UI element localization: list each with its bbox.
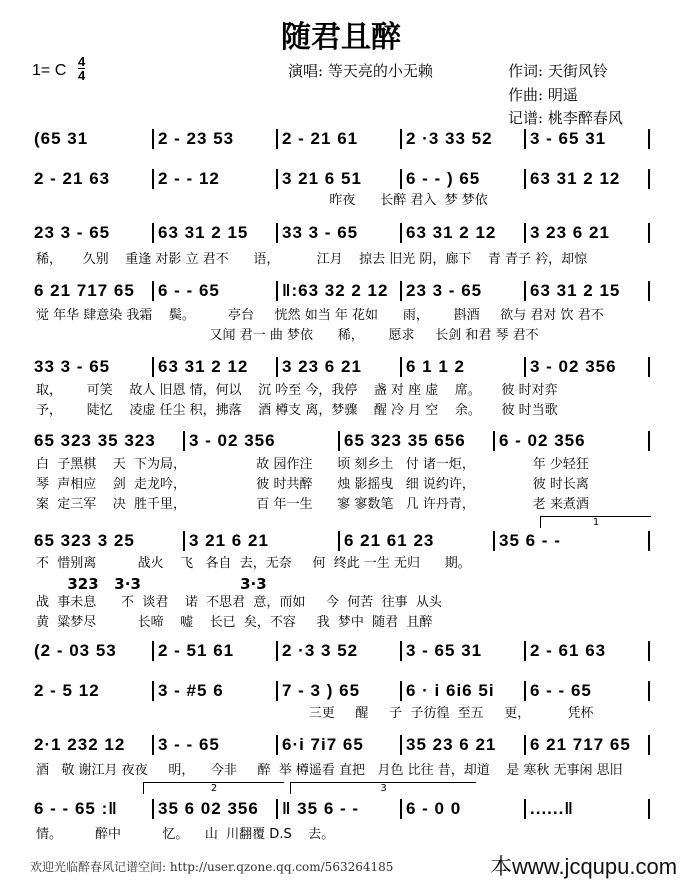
measure: 63 31 2 12 — [158, 357, 249, 376]
lyric-line: 白 子黑棋 天 下为局， 故 园作注 顷 刻乡土 付 诸一炬， 年 少轻狂 — [36, 457, 589, 472]
measure: 3 21 6 21 — [189, 531, 269, 550]
lyric-line: 案 定三军 决 胜千里， 百 年一生 寥 寥数笔 几 许丹青， 老 来煮酒 — [36, 497, 589, 512]
time-top: 4 — [78, 54, 86, 69]
measure: (2 - 03 53 — [34, 641, 117, 660]
notation-system — [30, 280, 650, 302]
measure: 2 - 5 12 — [34, 681, 100, 700]
measure: 2 - 51 61 — [158, 641, 235, 660]
barline — [648, 169, 650, 189]
measure: 33 3 - 65 — [34, 357, 111, 376]
measure: 6 · i 6i6 5i — [406, 681, 495, 700]
measure: 35 6 - - — [499, 531, 561, 550]
volta-bracket-3: 3 — [290, 782, 476, 794]
measure: ‖:63 32 2 12 — [282, 281, 389, 300]
barline — [648, 431, 650, 451]
lyric-line: 不 惜别离 战火 飞 各自 去，无奈 何 终此 一生 无归 期。 — [36, 556, 471, 571]
measure: 6 - 02 356 — [499, 431, 586, 450]
measure: 3 - - 65 — [158, 735, 220, 754]
notation-system — [30, 168, 650, 190]
site-watermark: 本www.jcqupu.com — [490, 854, 678, 879]
notation-system — [30, 640, 650, 662]
measure: 63 31 2 12 — [406, 223, 497, 242]
measure: 6 - - 65 :‖ — [34, 799, 118, 818]
measure: 6 - 0 0 — [406, 799, 462, 818]
measure: 3 - 02 356 — [189, 431, 276, 450]
measure: 2 ·3 3 52 — [282, 641, 359, 660]
time-signature — [78, 55, 85, 82]
measure: 6 21 61 23 — [344, 531, 435, 550]
barline — [648, 799, 650, 819]
measure: 3 23 6 21 — [530, 223, 610, 242]
time-bottom: 4 — [78, 68, 86, 83]
measure: 3 - #5 6 — [158, 681, 224, 700]
measure: 2·1 232 12 — [34, 735, 126, 754]
measure: 2 - 21 61 — [282, 129, 359, 148]
barline — [648, 641, 650, 661]
barline — [648, 531, 650, 551]
barline — [648, 281, 650, 301]
composer: 作曲: 明遥 — [508, 86, 578, 104]
lyric-line: 觉 年华 肆意染 我霜 鬓。 亭台 恍然 如当 年 花如 雨， 斟酒 欲与 君对 饮 君不 — [36, 308, 604, 323]
measure: 6 1 1 2 — [406, 357, 465, 376]
measure: 2 - 21 63 — [34, 169, 111, 188]
measure: 23 3 - 65 — [406, 281, 483, 300]
measure: 65 323 3 25 — [34, 531, 135, 550]
volta-bracket-2: 2 — [143, 782, 284, 794]
alternate-notes: 323 3·3 3·3 — [36, 575, 267, 593]
barline — [648, 223, 650, 243]
measure: 6 21 717 65 — [34, 281, 135, 300]
measure: 63 31 2 15 — [158, 223, 249, 242]
song-title: 随君且醉 — [281, 20, 401, 55]
measure: 65 323 35 323 — [34, 431, 156, 450]
measure: 6 - - 65 — [158, 281, 220, 300]
notation-system — [30, 680, 650, 702]
measure: 6 - - 65 — [530, 681, 592, 700]
key-signature: 1= C — [32, 62, 67, 79]
measure: 2 - 23 53 — [158, 129, 235, 148]
measure: 2 ·3 33 52 — [406, 129, 493, 148]
measure: 2 - 61 63 — [530, 641, 607, 660]
lyric-line: 予， 陡忆 凌虚 任尘 积，拂落 酒 樽支 离，梦骤 醒 冷 月 空 余。 彼 时当歌 — [36, 403, 558, 418]
measure: 6 - - ) 65 — [406, 169, 481, 188]
notation-system — [30, 356, 650, 378]
measure: ......‖ — [530, 799, 574, 818]
notation-system — [30, 798, 650, 820]
lyricist: 作词: 天街风铃 — [508, 62, 608, 80]
singer: 演唱: 等天亮的小无赖 — [288, 62, 433, 80]
measure: 23 3 - 65 — [34, 223, 111, 242]
notation-system — [30, 734, 650, 756]
notation-system — [30, 128, 650, 150]
barline — [648, 681, 650, 701]
footer-text: 欢迎光临醉春风记谱空间: http://user.qzone.qq.com/563264185 — [30, 860, 394, 874]
measure: 35 6 02 356 — [158, 799, 259, 818]
lyric-line: 黄 粱梦尽 长啼 嘘 长已 矣，不容 我 梦中 随君 且醉 — [36, 615, 433, 630]
barline — [648, 357, 650, 377]
notation-system — [30, 222, 650, 244]
volta-bracket-1: 1 — [540, 516, 651, 528]
barline — [648, 735, 650, 755]
measure: 65 323 35 656 — [344, 431, 466, 450]
lyric-line: 战 事未息 不 谈君 诺 不思君 意，而如 今 何苦 往事 从头 — [36, 595, 442, 610]
measure: 6 21 717 65 — [530, 735, 631, 754]
measure: 35 23 6 21 — [406, 735, 497, 754]
notation-system — [30, 530, 650, 552]
lyric-line: 酒 敬 谢江月 夜夜 明， 今非 醉 举 樽遥看 直把 月色 比往 昔，却道 是 寒秋 无事闲 思旧 — [36, 763, 623, 778]
measure: (65 31 — [34, 129, 89, 148]
measure: 33 3 - 65 — [282, 223, 359, 242]
lyric-line: 取， 可笑 故人 旧恩 情，何以 沉 吟至 今，我停 盏 对 座 虚 席。 彼 时对弈 — [36, 383, 558, 398]
measure: 3 - 65 31 — [406, 641, 483, 660]
measure: 6·i 7i7 65 — [282, 735, 364, 754]
barline — [648, 129, 650, 149]
measure: 2 - - 12 — [158, 169, 220, 188]
lyric-line: 昨夜 长醉 君入 梦 梦依 — [36, 193, 488, 208]
lyric-line: 三更 醒 子 子彷徨 至五 更， 凭杯 — [36, 706, 594, 721]
measure: 3 23 6 21 — [282, 357, 362, 376]
measure: 3 - 02 356 — [530, 357, 617, 376]
measure: 3 21 6 51 — [282, 169, 362, 188]
lyric-line: 琴 声相应 剑 走龙吟， 彼 时共醉 烛 影摇曳 细 说约许， 彼 时长离 — [36, 477, 589, 492]
measure: 7 - 3 ) 65 — [282, 681, 361, 700]
measure: 3 - 65 31 — [530, 129, 607, 148]
lyric-line: 稀， 久别 重逢 对影 立 君不 语， 江月 掠去 旧光 阴，廊下 青 青子 衿，却惊 — [36, 252, 588, 267]
transcriber: 记谱: 桃李醉春风 — [508, 109, 623, 127]
measure: 63 31 2 12 — [530, 169, 621, 188]
measure: 63 31 2 15 — [530, 281, 621, 300]
lyric-line: 情。 醉中 忆。 山 川翻覆 D.S 去。 — [36, 827, 335, 842]
notation-system — [30, 430, 650, 452]
lyric-line: 又闻 君一 曲 梦依 稀， 愿求 长剑 和君 琴 君不 — [36, 328, 539, 343]
measure: ‖ 35 6 - - — [282, 799, 360, 818]
